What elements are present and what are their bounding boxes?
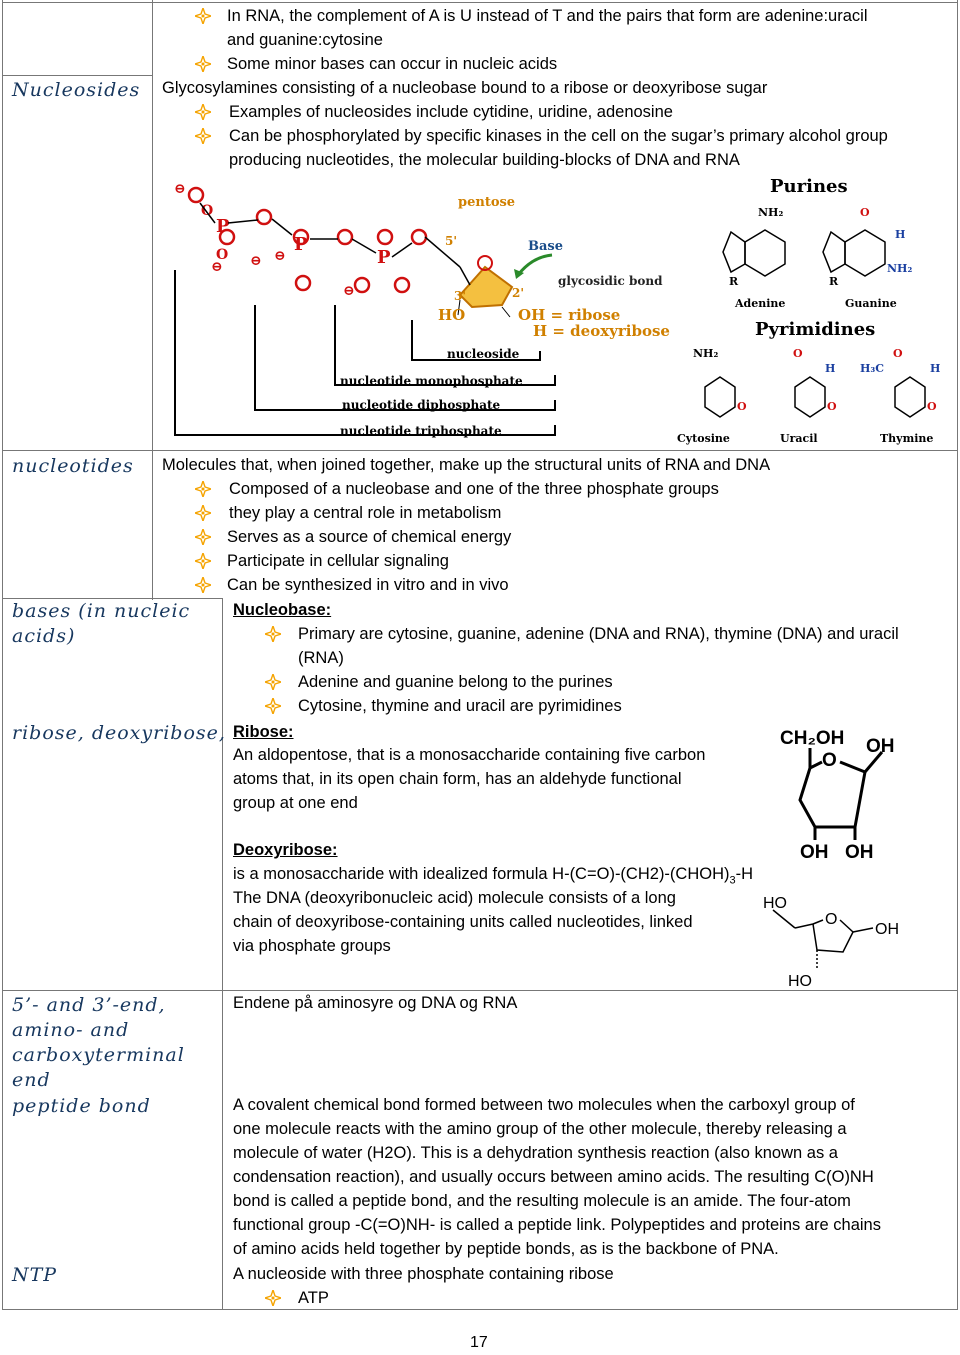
term-bases: bases (in nucleic [12,600,191,622]
peptide-text: A covalent chemical bond formed between two molecules when the carboxyl group of [233,1096,855,1114]
page-number: 17 [470,1334,488,1351]
svg-text:3': 3' [454,289,467,303]
column-divider-lower [222,598,223,1310]
table-bottom-border [2,1309,957,1310]
svg-text:O: O [201,203,214,219]
svg-text:Thymine: Thymine [880,432,934,445]
ends-text: Endene på aminosyre og DNA og RNA [233,994,518,1012]
table-top-border [2,2,957,3]
peptide-text: one molecule reacts with the amino group of the other molecule, thereby releasing a [233,1120,847,1138]
ribose-text: An aldopentose, that is a monosaccharide containing five carbon [233,746,706,764]
nucleobase-structures [665,172,955,447]
svg-text:H₃C: H₃C [860,362,884,375]
row-divider [2,75,152,76]
svg-text:OH: OH [845,842,874,862]
svg-text:glycosidic bond: glycosidic bond [558,274,663,288]
list-item-continuation: and guanine:cytosine [227,31,383,49]
nucleotide-structure-diagram [160,175,680,445]
deoxyribose-text: chain of deoxyribose-containing units called nucleotides, linked [233,913,693,931]
nucleosides-definition: Glycosylamines consisting of a nucleobase bound to a ribose or deoxyribose sugar [162,79,768,97]
term-nucleosides: Nucleosides [12,79,141,101]
deoxyribose-structure [755,888,915,988]
svg-text:nucleoside: nucleoside [447,347,520,361]
svg-text:O: O [927,400,937,413]
term-ends-continued: amino- and [12,1019,130,1041]
ribose-heading: Ribose: [233,723,294,741]
svg-text:Cytosine: Cytosine [677,432,730,445]
term-ends-continued: end [12,1069,51,1091]
ntp-definition: A nucleoside with three phosphate containing ribose [233,1265,614,1283]
svg-text:⊖: ⊖ [274,248,286,264]
svg-text:P: P [216,216,230,237]
term-bases-continued: acids) [12,625,76,647]
svg-text:H: H [930,362,941,375]
svg-text:Adenine: Adenine [735,297,786,310]
svg-text:⊖: ⊖ [250,253,262,269]
svg-text:⊖: ⊖ [343,283,355,299]
svg-text:OH: OH [800,842,829,862]
svg-text:OH = ribose: OH = ribose [518,306,621,324]
column-divider-upper [152,0,153,600]
svg-text:O: O [822,750,837,771]
term-peptide-bond: peptide bond [12,1095,151,1117]
svg-text:Purines: Purines [770,176,848,197]
svg-text:OH: OH [866,736,895,757]
svg-text:OH: OH [875,921,899,938]
term-ends-continued: carboxyterminal [12,1044,185,1066]
ribose-text: atoms that, in its open chain form, has an aldehyde functional [233,770,682,788]
svg-text:R: R [829,275,839,288]
term-ends: 5’- and 3’-end, [12,994,166,1016]
peptide-text: bond is called a peptide bond, and the resulting molecule is an amide. The four-atom [233,1192,851,1210]
term-ribose: ribose, deoxyribose, [12,722,226,744]
term-nucleotides: nucleotides [12,455,134,477]
svg-text:⊖: ⊖ [211,259,223,275]
svg-text:Pyrimidines: Pyrimidines [755,319,876,340]
list-item-continuation: (RNA) [298,649,344,667]
list-item-continuation: producing nucleotides, the molecular building-blocks of DNA and RNA [229,151,740,169]
svg-text:NH₂: NH₂ [693,347,719,360]
svg-text:R: R [729,275,739,288]
ribose-structure [770,722,940,862]
svg-text:5': 5' [445,234,458,248]
deoxyribose-formula: is a monosaccharide with idealized formula $H-(C=O)-(CH2)-(CHOH)_3-H$ [233,865,754,887]
svg-text:P: P [294,234,308,255]
svg-text:⊖: ⊖ [174,181,186,197]
svg-text:Uracil: Uracil [780,432,818,445]
peptide-text: functional group -C(=O)NH- is called a peptide link. Polypeptides and proteins are chains [233,1216,881,1234]
svg-text:H: H [825,362,836,375]
svg-text:NH₂: NH₂ [758,206,784,219]
deoxyribose-text: via phosphate groups [233,937,391,955]
svg-text:pentose: pentose [458,195,516,210]
svg-text:O: O [825,911,838,928]
table-border-left [2,0,3,1310]
nucleotides-definition: Molecules that, when joined together, make up the structural units of RNA and DNA [162,456,771,474]
svg-text:O: O [860,206,870,219]
svg-text:Base: Base [528,239,564,254]
svg-text:2': 2' [512,286,525,300]
peptide-text: of amino acids held together by peptide bonds, as is the backbone of PNA. [233,1240,779,1258]
table-border-right [957,0,958,1310]
svg-text:NH₂: NH₂ [887,262,913,275]
deoxyribose-heading: Deoxyribose: [233,841,338,859]
svg-text:O: O [893,347,903,360]
svg-text:nucleotide diphosphate: nucleotide diphosphate [342,398,501,412]
svg-text:nucleotide monophosphate: nucleotide monophosphate [340,374,523,388]
svg-text:O: O [737,400,747,413]
svg-text:Guanine: Guanine [845,297,897,310]
svg-text:O: O [827,400,837,413]
svg-text:O: O [793,347,803,360]
svg-text:HO: HO [788,973,812,988]
ribose-text: group at one end [233,794,358,812]
svg-text:O: O [216,247,229,263]
row-divider [2,450,957,451]
svg-text:HO: HO [763,895,787,912]
peptide-text: condensation reaction), and usually occurs between amino acids. The resulting C(O)NH [233,1168,874,1186]
peptide-text: molecule of water (H2O). This is a dehydration synthesis reaction (also known as a [233,1144,838,1162]
svg-text:CH₂OH: CH₂OH [780,728,845,749]
term-ntp: NTP [12,1264,58,1286]
svg-text:nucleotide triphosphate: nucleotide triphosphate [340,424,502,438]
svg-text:H: H [895,228,906,241]
svg-text:P: P [377,247,391,268]
svg-text:H = deoxyribose: H = deoxyribose [533,322,670,340]
svg-text:HO: HO [438,306,466,324]
deoxyribose-text: The DNA (deoxyribonucleic acid) molecule consists of a long [233,889,676,907]
nucleobase-heading: Nucleobase: [233,601,332,619]
